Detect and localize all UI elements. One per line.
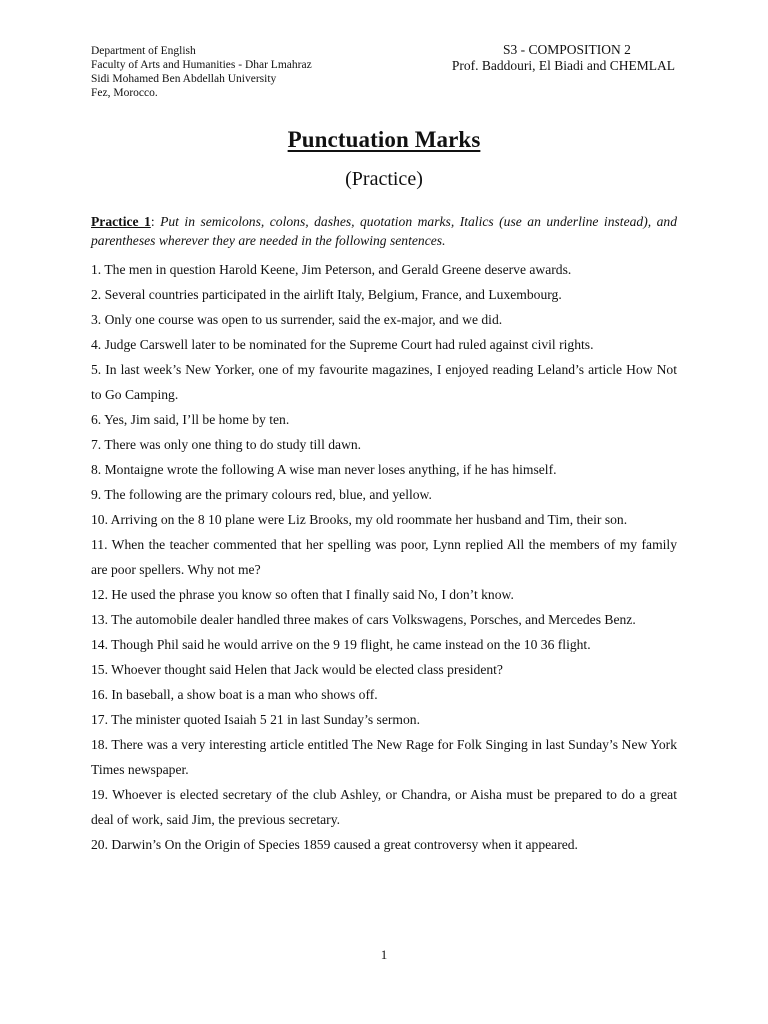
- sentence-15: 15. Whoever thought said Helen that Jack would be elected class president?: [91, 662, 503, 677]
- sentence-2: 2. Several countries participated in the airlift Italy, Belgium, France, and Luxembourg.: [91, 287, 562, 302]
- sentence-8: 8. Montaigne wrote the following A wise man never loses anything, if he has himself.: [91, 462, 557, 477]
- sentence-1: 1. The men in question Harold Keene, Jim Peterson, and Gerald Greene deserve awards.: [91, 262, 572, 277]
- institution-block: [91, 44, 391, 100]
- sentence-9: 9. The following are the primary colours red, blue, and yellow.: [91, 487, 432, 502]
- sentence-19: 19. Whoever is elected secretary of the club Ashley, or Chandra, or Aisha must be prepared to do a great deal of work, said Jim, the previous secretary.: [91, 787, 677, 827]
- course-block: [400, 42, 675, 74]
- sentence-5: 5. In last week’s New Yorker, one of my favourite magazines, I enjoyed reading Leland’s article How Not to Go Camping.: [91, 362, 677, 402]
- practice-instructions: [91, 212, 677, 250]
- professors: Prof. Baddouri, El Biadi and CHEMLAL: [451, 58, 675, 73]
- sentence-18: 18. There was a very interesting article entitled The New Rage for Folk Singing in last Sunday’s New York Times newspaper.: [91, 737, 677, 777]
- exercise-content: [91, 212, 677, 857]
- location: Fez, Morocco.: [91, 87, 158, 99]
- page-number: 1: [380, 947, 388, 962]
- sentence-13: 13. The automobile dealer handled three makes of cars Volkswagens, Porsches, and Mercedes Benz.: [91, 612, 636, 627]
- practice-label: Practice 1: [91, 214, 151, 229]
- sentence-6: 6. Yes, Jim said, I’ll be home by ten.: [91, 412, 290, 427]
- department-name: Department of English: [91, 45, 196, 57]
- university-name: Sidi Mohamed Ben Abdellah University: [91, 73, 277, 85]
- sentence-17: 17. The minister quoted Isaiah 5 21 in last Sunday’s sermon.: [91, 712, 420, 727]
- instruction-text: Put in semicolons, colons, dashes, quotation marks, Italics (use an underline instead), and parentheses wherever they are needed in the following sentences.: [91, 214, 677, 248]
- sentence-20: 20. Darwin’s On the Origin of Species 1859 caused a great controversy when it appeared.: [91, 837, 578, 852]
- sentence-7: 7. There was only one thing to do study till dawn.: [91, 437, 362, 452]
- sentence-11: 11. When the teacher commented that her spelling was poor, Lynn replied All the members of my family are poor spellers. Why not me?: [91, 537, 677, 577]
- sentence-4: 4. Judge Carswell later to be nominated for the Supreme Court had ruled against civil rights.: [91, 337, 594, 352]
- sentence-16: 16. In baseball, a show boat is a man who shows off.: [91, 687, 378, 702]
- course-name: S3 - COMPOSITION 2: [503, 42, 631, 57]
- sentence-14: 14. Though Phil said he would arrive on the 9 19 flight, he came instead on the 10 36 flight.: [91, 637, 591, 652]
- page-title: Punctuation Marks: [287, 127, 481, 152]
- faculty-name: Faculty of Arts and Humanities - Dhar Lmahraz: [91, 59, 312, 71]
- sentence-10: 10. Arriving on the 8 10 plane were Liz Brooks, my old roommate her husband and Tim, their son.: [91, 512, 628, 527]
- sentence-3: 3. Only one course was open to us surrender, said the ex-major, and we did.: [91, 312, 503, 327]
- practice-label-colon: :: [150, 214, 155, 229]
- page-subtitle: (Practice): [345, 168, 423, 190]
- sentence-12: 12. He used the phrase you know so often that I finally said No, I don’t know.: [91, 587, 514, 602]
